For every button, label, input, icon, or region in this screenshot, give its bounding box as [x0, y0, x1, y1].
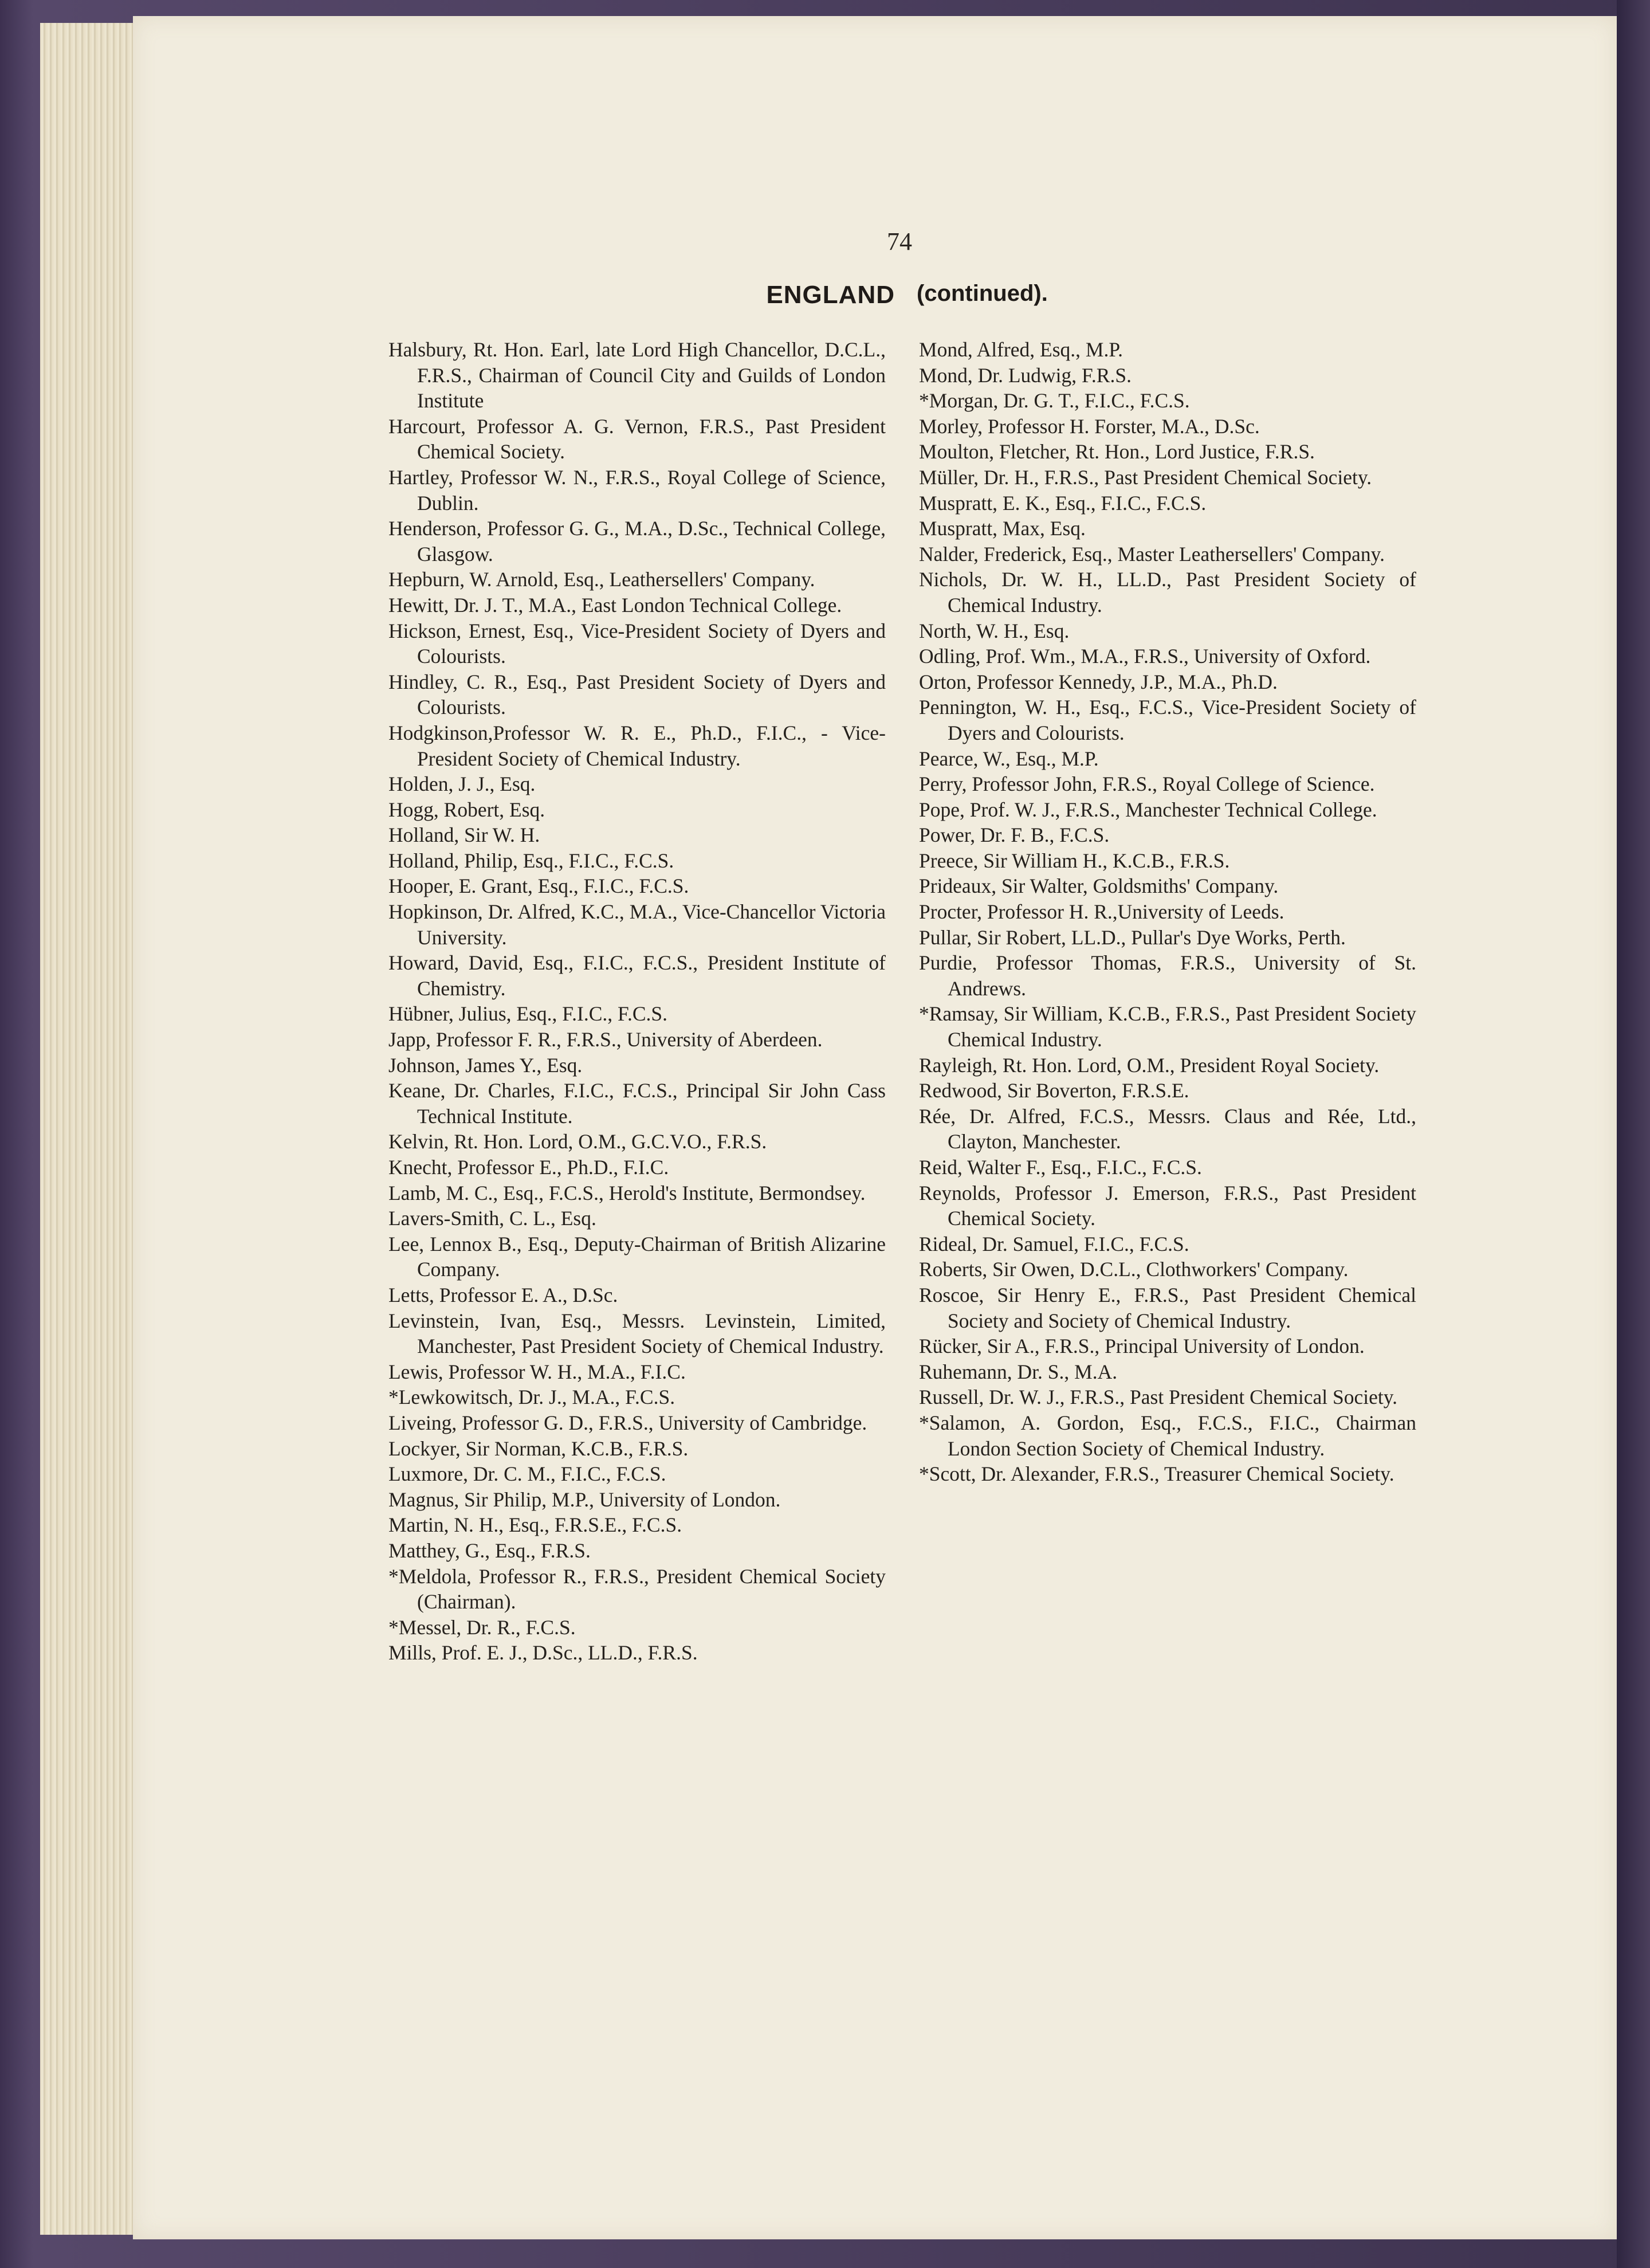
list-item: Hogg, Robert, Esq. — [388, 798, 545, 821]
list-item: Hewitt, Dr. J. T., M.A., East London Technical College. — [388, 593, 842, 617]
list-item: Müller, Dr. H., F.R.S., Past President Chemical Society. — [919, 465, 1372, 489]
list-item: Harcourt, Professor A. G. Vernon, F.R.S., Past President Chemical Society. — [388, 414, 886, 464]
list-item: Knecht, Professor E., Ph.D., F.I.C. — [388, 1156, 669, 1179]
list-item: Muspratt, Max, Esq. — [919, 517, 1086, 540]
list-item: Procter, Professor H. R.,University of Leeds. — [919, 900, 1284, 924]
list-item: Hopkinson, Dr. Alfred, K.C., M.A., Vice-Chancellor Victoria University. — [388, 900, 886, 949]
list-item: *Ramsay, Sir William, K.C.B., F.R.S., Past President Society Chemical Industry. — [919, 1002, 1416, 1051]
list-item: Roscoe, Sir Henry E., F.R.S., Past President Chemical Society and Society of Chemical Industry. — [919, 1283, 1416, 1332]
list-item: Holden, J. J., Esq. — [388, 772, 536, 796]
list-item: Nalder, Frederick, Esq., Master Leathersellers' Company. — [919, 542, 1385, 566]
list-item: North, W. H., Esq. — [919, 619, 1070, 642]
list-item: *Meldola, Professor R., F.R.S., President Chemical Society (Chairman). — [388, 1564, 886, 1614]
list-item: Rideal, Dr. Samuel, F.I.C., F.C.S. — [919, 1232, 1189, 1255]
list-item: Hodgkinson,Professor W. R. E., Ph.D., F.I.C., - Vice-President Society of Chemical Industry. — [388, 721, 886, 770]
list-item: Holland, Philip, Esq., F.I.C., F.C.S. — [388, 849, 674, 872]
list-item: Russell, Dr. W. J., F.R.S., Past President Chemical Society. — [919, 1386, 1398, 1409]
list-item: Lewis, Professor W. H., M.A., F.I.C. — [388, 1360, 686, 1383]
list-item: *Messel, Dr. R., F.C.S. — [388, 1615, 576, 1639]
list-item: *Scott, Dr. Alexander, F.R.S., Treasurer Chemical Society. — [919, 1462, 1394, 1486]
list-item: Roberts, Sir Owen, D.C.L., Clothworkers' Company. — [919, 1258, 1349, 1281]
right-column — [919, 337, 1416, 1487]
list-item: Prideaux, Sir Walter, Goldsmiths' Company. — [919, 874, 1279, 898]
list-item: Redwood, Sir Boverton, F.R.S.E. — [919, 1079, 1189, 1102]
page-number: 74 — [887, 227, 912, 256]
list-item: Morley, Professor H. Forster, M.A., D.Sc. — [919, 414, 1260, 438]
list-item: Pullar, Sir Robert, LL.D., Pullar's Dye Works, Perth. — [919, 925, 1346, 949]
list-item: Letts, Professor E. A., D.Sc. — [388, 1283, 618, 1306]
list-item: Luxmore, Dr. C. M., F.I.C., F.C.S. — [388, 1462, 666, 1486]
list-item: Pennington, W. H., Esq., F.C.S., Vice-President Society of Dyers and Colourists. — [919, 696, 1416, 744]
list-item: Rée, Dr. Alfred, F.C.S., Messrs. Claus and Rée, Ltd., Clayton, Manchester. — [919, 1104, 1416, 1153]
list-item: Johnson, James Y., Esq. — [388, 1053, 583, 1077]
list-item: Mond, Alfred, Esq., M.P. — [919, 338, 1123, 361]
list-item: *Morgan, Dr. G. T., F.I.C., F.C.S. — [919, 389, 1190, 413]
list-item: Hartley, Professor W. N., F.R.S., Royal College of Science, Dublin. — [388, 465, 886, 515]
list-item: *Lewkowitsch, Dr. J., M.A., F.C.S. — [388, 1386, 675, 1409]
list-item: Hindley, C. R., Esq., Past President Society of Dyers and Colourists. — [388, 670, 886, 719]
list-item: Holland, Sir W. H. — [388, 823, 540, 847]
list-item: *Salamon, A. Gordon, Esq., F.C.S., F.I.C., Chairman London Section Society of Chemical Industry. — [919, 1411, 1416, 1460]
facing-cover-edge — [1617, 0, 1650, 2268]
list-item: Matthey, G., Esq., F.R.S. — [388, 1539, 591, 1562]
list-item: Mond, Dr. Ludwig, F.R.S. — [919, 363, 1132, 387]
list-item: Howard, David, Esq., F.I.C., F.C.S., President Institute of Chemistry. — [388, 951, 886, 1000]
list-item: Hepburn, W. Arnold, Esq., Leathersellers' Company. — [388, 568, 815, 591]
list-item: Mills, Prof. E. J., D.Sc., LL.D., F.R.S. — [388, 1641, 698, 1665]
list-item: Purdie, Professor Thomas, F.R.S., University of St. Andrews. — [919, 951, 1416, 1000]
list-item: Power, Dr. F. B., F.C.S. — [919, 823, 1110, 847]
list-item: Magnus, Sir Philip, M.P., University of London. — [388, 1488, 781, 1511]
list-item: Lavers-Smith, C. L., Esq. — [388, 1207, 596, 1230]
list-item: Perry, Professor John, F.R.S., Royal College of Science. — [919, 772, 1375, 796]
list-item: Henderson, Professor G. G., M.A., D.Sc., Technical College, Glasgow. — [388, 517, 886, 566]
list-item: Martin, N. H., Esq., F.R.S.E., F.C.S. — [388, 1513, 682, 1537]
list-item: Hickson, Ernest, Esq., Vice-President Society of Dyers and Colourists. — [388, 619, 886, 668]
list-item: Pope, Prof. W. J., F.R.S., Manchester Technical College. — [919, 798, 1377, 821]
left-column — [388, 337, 886, 1666]
list-item: Nichols, Dr. W. H., LL.D., Past President Society of Chemical Industry. — [919, 568, 1416, 617]
list-item: Liveing, Professor G. D., F.R.S., University of Cambridge. — [388, 1411, 867, 1434]
list-item: Lee, Lennox B., Esq., Deputy-Chairman of British Alizarine Company. — [388, 1232, 886, 1281]
heading-continued: (continued). — [917, 281, 1048, 306]
list-item: Moulton, Fletcher, Rt. Hon., Lord Justice, F.R.S. — [919, 440, 1315, 464]
list-item: Ruhemann, Dr. S., M.A. — [919, 1360, 1118, 1383]
list-item: Levinstein, Ivan, Esq., Messrs. Levinstein, Limited, Manchester, Past President Society of Chemical Industry. — [388, 1309, 886, 1358]
list-item: Muspratt, E. K., Esq., F.I.C., F.C.S. — [919, 491, 1207, 515]
list-item: Keane, Dr. Charles, F.I.C., F.C.S., Principal Sir John Cass Technical Institute. — [388, 1079, 886, 1128]
list-item: Reid, Walter F., Esq., F.I.C., F.C.S. — [919, 1156, 1202, 1179]
list-item: Pearce, W., Esq., M.P. — [919, 747, 1099, 770]
list-item: Japp, Professor F. R., F.R.S., University of Aberdeen. — [388, 1028, 823, 1051]
list-item: Odling, Prof. Wm., M.A., F.R.S., University of Oxford. — [919, 645, 1371, 668]
list-item: Preece, Sir William H., K.C.B., F.R.S. — [919, 849, 1230, 872]
list-item: Lamb, M. C., Esq., F.C.S., Herold's Institute, Bermondsey. — [388, 1181, 866, 1204]
section-heading — [0, 281, 1650, 321]
list-item: Rayleigh, Rt. Hon. Lord, O.M., President Royal Society. — [919, 1053, 1380, 1077]
list-item: Hooper, E. Grant, Esq., F.I.C., F.C.S. — [388, 874, 689, 898]
list-item: Reynolds, Professor J. Emerson, F.R.S., Past President Chemical Society. — [919, 1181, 1416, 1230]
list-item: Kelvin, Rt. Hon. Lord, O.M., G.C.V.O., F.R.S. — [388, 1130, 767, 1153]
list-item: Lockyer, Sir Norman, K.C.B., F.R.S. — [388, 1437, 689, 1460]
list-item: Orton, Professor Kennedy, J.P., M.A., Ph.D. — [919, 670, 1278, 693]
heading-title: ENGLAND — [766, 281, 895, 309]
list-item: Hübner, Julius, Esq., F.I.C., F.C.S. — [388, 1002, 667, 1026]
list-item: Halsbury, Rt. Hon. Earl, late Lord High Chancellor, D.C.L., F.R.S., Chairman of Council City and Guilds of London Institute — [388, 338, 886, 413]
list-item: Rücker, Sir A., F.R.S., Principal University of London. — [919, 1335, 1365, 1358]
